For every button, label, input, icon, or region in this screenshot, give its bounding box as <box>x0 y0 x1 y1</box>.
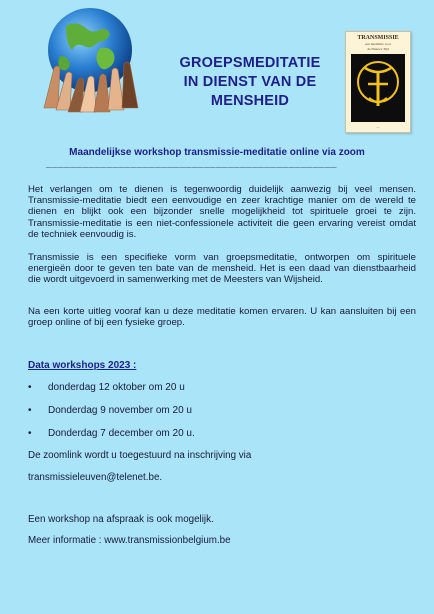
divider: ________________________________________________ <box>46 158 337 169</box>
intro-paragraph-2: Transmissie is een specifieke vorm van groepsmeditatie, ontworpen om spirituele energieën door te geven ten bate van de mensheid. Het is een daad van dienstbaarheid die wordt uitgevoerd in samenwerking met de Meesters van Wijsheid. <box>28 252 416 286</box>
email-link[interactable]: transmissieleuven@telenet.be. <box>28 472 163 483</box>
workshop-subtitle: Maandelijkse workshop transmissie-meditatie online via zoom <box>69 147 365 158</box>
book-subtitle-line-1: een meditatie voor <box>364 42 392 46</box>
title-line-3: MENSHEID <box>210 93 290 109</box>
book-art <box>351 54 405 122</box>
bullet-icon: • <box>28 428 32 439</box>
date-list-item <box>28 405 192 416</box>
date-list-item <box>28 428 195 439</box>
appointment-note: Een workshop na afspraak is ook mogelijk. <box>28 514 214 525</box>
more-info-link[interactable]: Meer informatie : www.transmissionbelgium.be <box>28 535 231 546</box>
date-label: Donderdag 7 december om 20 u. <box>48 428 195 439</box>
book-subtitle <box>346 42 410 51</box>
bullet-icon: • <box>28 382 32 393</box>
date-label: donderdag 12 oktober om 20 u <box>48 382 185 393</box>
dates-heading: Data workshops 2023 : <box>28 360 137 371</box>
page-title <box>160 54 340 111</box>
intro-paragraph-1: Het verlangen om te dienen is tegenwoordig duidelijk aanwezig bij veel mensen. Transmissie-meditatie biedt een eenvoudige en zeer krachtige manier om de wereld te dienen en blijkt ook een bijzonder snelle mogelijkheid tot spirituele groei te zijn. Transmissie-meditatie is een niet-confessionele activiteit die geen ervaring vereist omdat de techniek eenvoudig is. <box>28 184 416 240</box>
zoom-note: De zoomlink wordt u toegestuurd na inschrijving via <box>28 450 252 461</box>
book-author: — <box>376 125 380 129</box>
title-line-1: GROEPSMEDITATIE <box>179 55 321 71</box>
date-label: Donderdag 9 november om 20 u <box>48 405 192 416</box>
book-cover-image <box>345 31 411 133</box>
date-list-item <box>28 382 185 393</box>
globe-hands-image <box>38 4 148 114</box>
book-title: TRANSMISSIE <box>357 35 399 41</box>
title-line-2: IN DIENST VAN DE <box>183 74 317 90</box>
book-subtitle-line-2: de Nieuwe Tijd <box>367 46 389 51</box>
intro-paragraph-3: Na een korte uitleg vooraf kan u deze meditatie komen ervaren. U kan aansluiten bij een groep online of bij een fysieke groep. <box>28 306 416 329</box>
bullet-icon: • <box>28 405 32 416</box>
